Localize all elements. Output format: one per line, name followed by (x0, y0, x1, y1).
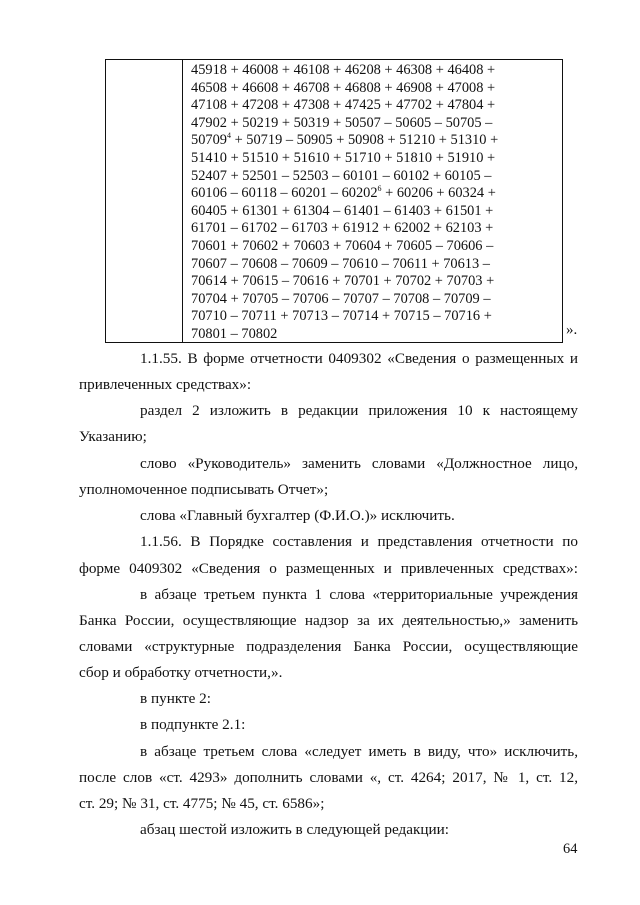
codes-segment: 50709 (191, 132, 227, 149)
paragraph-punkt-1-line-2 (79, 608, 578, 634)
codes-line: 70710 – 70711 + 70713 – 70714 + 70715 – 70716 + (191, 308, 492, 325)
codes-line: 52407 + 52501 – 52503 – 60101 – 60102 + 60105 – (191, 167, 492, 184)
codes-line: 60405 + 61301 + 61304 – 61401 – 61403 + 61501 + (191, 202, 494, 219)
paragraph-line: словами «структурные подразделения Банка России, осуществляющие (79, 638, 578, 655)
paragraph-podpunkt-2-1 (140, 712, 578, 738)
codes-segment: 60106 – 60118 – 60201 – 60202 (191, 185, 378, 202)
codes-line: 70801 – 70802 (191, 325, 278, 342)
paragraph-line: после слов «ст. 4293» дополнить словами «, ст. 4264; 2017, № 1, ст. 12, (79, 769, 578, 786)
paragraph-abzac-tretij-line-2 (79, 765, 578, 791)
page-number: 64 (563, 841, 578, 857)
paragraph-line: в подпункте 2.1: (140, 716, 246, 733)
paragraph-line: в абзаце третьем пункта 1 слова «территориальные учреждения (140, 586, 578, 603)
codes-line (191, 132, 559, 150)
paragraph-punkt-1-line-3 (79, 634, 578, 660)
codes-line: 61701 – 61702 – 61703 + 61912 + 62002 + 62103 + (191, 220, 494, 237)
paragraph-line: Банка России, осуществляющие надзор за их деятельностью,» заменить (79, 612, 578, 629)
table-left-column (106, 60, 183, 342)
paragraph-rukovoditel-cont (79, 477, 578, 503)
paragraph-1-1-56-cont (79, 556, 578, 582)
paragraph-line: слова «Главный бухгалтер (Ф.И.О.)» исключить. (140, 507, 455, 524)
codes-segment: + 60206 + 60324 + (381, 185, 496, 202)
paragraph-line: в абзаце третьем слова «следует иметь в виду, что» исключить, (140, 743, 578, 760)
account-codes-cell (191, 62, 559, 344)
paragraph-glavbukh (140, 503, 578, 529)
paragraph-abzac-tretij (140, 739, 578, 765)
codes-line (191, 185, 559, 203)
paragraph-line: 1.1.56. В Порядке составления и представления отчетности по (140, 533, 578, 550)
codes-line: 47108 + 47208 + 47308 + 47425 + 47702 + 47804 + (191, 97, 496, 114)
paragraph-line: сбор и обработку отчетности,». (79, 664, 283, 681)
paragraph-abzac-tretij-line-3 (79, 791, 578, 817)
paragraph-1-1-56 (140, 529, 578, 555)
codes-line: 70607 – 70608 – 70609 – 70610 – 70611 + 70613 – (191, 255, 490, 272)
paragraph-line: слово «Руководитель» заменить словами «Должностное лицо, (140, 455, 578, 472)
codes-line: 70704 + 70705 – 70706 – 70707 – 70708 – 70709 – (191, 290, 491, 307)
paragraph-1-1-55 (140, 346, 578, 372)
codes-line: 45918 + 46008 + 46108 + 46208 + 46308 + 46408 + (191, 62, 496, 78)
closing-quote: ». (566, 322, 578, 338)
codes-line: 46508 + 46608 + 46708 + 46808 + 46908 + 47008 + (191, 79, 496, 96)
paragraph-line: в пункте 2: (140, 690, 211, 707)
paragraph-section-2-cont (79, 424, 578, 450)
codes-line: 70601 + 70602 + 70603 + 70604 + 70605 – 70606 – (191, 237, 494, 254)
paragraph-punkt-2 (140, 686, 578, 712)
paragraph-rukovoditel (140, 451, 578, 477)
paragraph-line: абзац шестой изложить в следующей редакции: (140, 821, 449, 838)
paragraph-line: уполномоченное подписывать Отчет»; (79, 481, 329, 498)
paragraph-line: 1.1.55. В форме отчетности 0409302 «Сведения о размещенных и (140, 350, 578, 367)
paragraph-section-2 (140, 398, 578, 424)
paragraph-line: форме 0409302 «Сведения о размещенных и привлеченных средствах»: (79, 560, 578, 577)
codes-line: 70614 + 70615 – 70616 + 70701 + 70702 + 70703 + (191, 273, 495, 290)
paragraph-1-1-55-cont (79, 372, 578, 398)
codes-line: 51410 + 51510 + 51610 + 51710 + 51810 + 51910 + (191, 149, 496, 166)
paragraph-line: раздел 2 изложить в редакции приложения 10 к настоящему (140, 402, 578, 419)
continuation-table (105, 59, 563, 343)
paragraph-line: привлеченных средствах»: (79, 376, 252, 393)
paragraph-punkt-1-line-4 (79, 660, 578, 686)
paragraph-abzac-shestoj (140, 817, 578, 843)
paragraph-line: Указанию; (79, 428, 147, 445)
footnote-marker: 4 (226, 131, 231, 141)
codes-line: 47902 + 50219 + 50319 + 50507 – 50605 – 50705 – (191, 114, 493, 131)
footnote-marker: 6 (377, 184, 382, 194)
codes-segment: + 50719 – 50905 + 50908 + 51210 + 51310 + (230, 132, 499, 149)
paragraph-line: ст. 29; № 31, ст. 4775; № 45, ст. 6586»; (79, 795, 325, 812)
paragraph-punkt-1 (140, 582, 578, 608)
